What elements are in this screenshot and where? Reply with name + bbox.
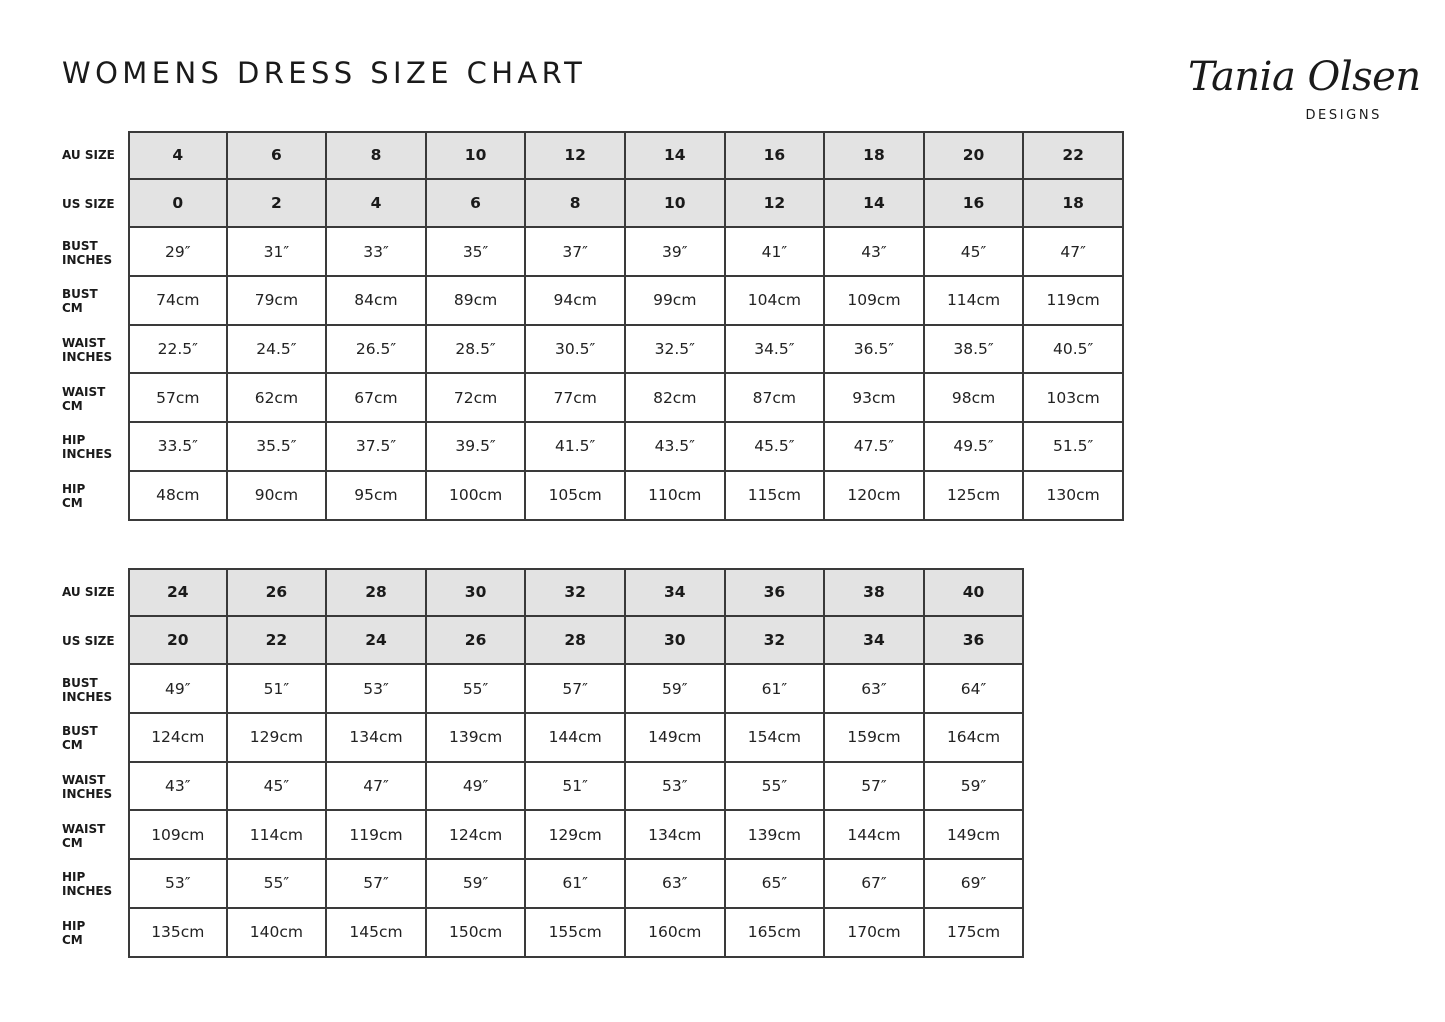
table-cell: 41″ <box>726 228 826 277</box>
table-cell: 36 <box>726 568 826 617</box>
logo-script-text: Tania Olsen <box>1188 54 1421 100</box>
table-cell: 59″ <box>427 860 527 909</box>
table-cell: 18 <box>825 131 925 180</box>
table-cell: 94cm <box>526 277 626 326</box>
brand-logo <box>1180 54 1421 126</box>
table-cell: 47″ <box>1024 228 1124 277</box>
table-cell: 160cm <box>626 909 726 958</box>
table-cell: 49.5″ <box>925 423 1025 472</box>
table-cell: 30 <box>626 617 726 666</box>
table-cell: 114cm <box>228 811 328 860</box>
table-cell: 36 <box>925 617 1025 666</box>
row-label-line: CM <box>62 933 83 948</box>
table-cell: 12 <box>726 180 826 229</box>
table-cell: 59″ <box>626 665 726 714</box>
table-row <box>62 714 1024 763</box>
table-cell: 35.5″ <box>228 423 328 472</box>
row-cells <box>128 763 1024 812</box>
table-cell: 33.5″ <box>128 423 228 472</box>
table-cell: 103cm <box>1024 374 1124 423</box>
row-label-line: WAIST <box>62 773 106 788</box>
row-label <box>62 665 128 714</box>
table-cell: 12 <box>526 131 626 180</box>
table-cell: 144cm <box>526 714 626 763</box>
table-cell: 14 <box>825 180 925 229</box>
row-label-text <box>62 197 115 211</box>
row-label <box>62 763 128 812</box>
table-cell: 57cm <box>128 374 228 423</box>
table-row <box>62 909 1024 958</box>
row-label-text <box>62 385 105 413</box>
table-cell: 22 <box>228 617 328 666</box>
row-label-text <box>62 148 115 162</box>
row-label-line: AU SIZE <box>62 148 115 163</box>
row-label <box>62 811 128 860</box>
row-label <box>62 374 128 423</box>
table-cell: 79cm <box>228 277 328 326</box>
row-label-text <box>62 870 112 898</box>
table-row <box>62 860 1024 909</box>
table-row <box>62 472 1124 521</box>
table-cell: 14 <box>626 131 726 180</box>
table-cell: 0 <box>128 180 228 229</box>
row-label <box>62 568 128 617</box>
table-cell: 95cm <box>327 472 427 521</box>
size-table-au-24-40 <box>62 568 1024 958</box>
table-cell: 149cm <box>626 714 726 763</box>
table-cell: 40.5″ <box>1024 326 1124 375</box>
table-cell: 67″ <box>825 860 925 909</box>
table-cell: 129cm <box>526 811 626 860</box>
row-label-line: INCHES <box>62 689 113 704</box>
table-cell: 51.5″ <box>1024 423 1124 472</box>
table-cell: 45″ <box>925 228 1025 277</box>
row-label-line: WAIST <box>62 336 106 351</box>
row-cells <box>128 714 1024 763</box>
table-cell: 164cm <box>925 714 1025 763</box>
table-cell: 61″ <box>726 665 826 714</box>
table-cell: 53″ <box>128 860 228 909</box>
row-label-text <box>62 287 98 315</box>
row-label-line: HIP <box>62 482 86 497</box>
table-cell: 43″ <box>128 763 228 812</box>
table-cell: 140cm <box>228 909 328 958</box>
table-cell: 170cm <box>825 909 925 958</box>
table-cell: 57″ <box>526 665 626 714</box>
table-cell: 39.5″ <box>427 423 527 472</box>
table-cell: 55″ <box>726 763 826 812</box>
table-cell: 154cm <box>726 714 826 763</box>
table-cell: 6 <box>427 180 527 229</box>
table-cell: 33″ <box>327 228 427 277</box>
row-label <box>62 326 128 375</box>
row-label <box>62 423 128 472</box>
row-label-line: BUST <box>62 724 98 739</box>
table-cell: 20 <box>925 131 1025 180</box>
table-cell: 49″ <box>427 763 527 812</box>
row-label-text <box>62 773 112 801</box>
row-label-line: CM <box>62 398 83 413</box>
table-row <box>62 617 1024 666</box>
table-cell: 74cm <box>128 277 228 326</box>
table-cell: 37″ <box>526 228 626 277</box>
row-label-line: INCHES <box>62 884 113 899</box>
table-cell: 175cm <box>925 909 1025 958</box>
table-cell: 55″ <box>228 860 328 909</box>
table-row <box>62 763 1024 812</box>
table-cell: 109cm <box>128 811 228 860</box>
table-cell: 8 <box>526 180 626 229</box>
row-label <box>62 277 128 326</box>
row-label-line: WAIST <box>62 384 106 399</box>
table-row <box>62 277 1124 326</box>
table-cell: 16 <box>925 180 1025 229</box>
row-label-line: INCHES <box>62 252 113 267</box>
table-cell: 48cm <box>128 472 228 521</box>
row-cells <box>128 131 1124 180</box>
table-cell: 124cm <box>427 811 527 860</box>
row-cells <box>128 860 1024 909</box>
table-cell: 63″ <box>825 665 925 714</box>
table-cell: 144cm <box>825 811 925 860</box>
row-label-line: BUST <box>62 675 98 690</box>
table-cell: 22.5″ <box>128 326 228 375</box>
table-cell: 57″ <box>825 763 925 812</box>
table-cell: 26 <box>228 568 328 617</box>
row-label-text <box>62 239 112 267</box>
row-label-text <box>62 482 85 510</box>
row-cells <box>128 228 1124 277</box>
row-label <box>62 180 128 229</box>
size-table-au-4-22 <box>62 131 1124 521</box>
table-row <box>62 665 1024 714</box>
table-cell: 32.5″ <box>626 326 726 375</box>
row-label-line: CM <box>62 301 83 316</box>
table-cell: 47.5″ <box>825 423 925 472</box>
table-cell: 31″ <box>228 228 328 277</box>
row-label <box>62 909 128 958</box>
row-label-line: CM <box>62 496 83 511</box>
table-cell: 18 <box>1024 180 1124 229</box>
row-label-line: CM <box>62 835 83 850</box>
row-label-text <box>62 919 85 947</box>
row-cells <box>128 909 1024 958</box>
row-label-text <box>62 336 112 364</box>
row-label-line: US SIZE <box>62 634 115 649</box>
table-row <box>62 326 1124 375</box>
table-cell: 134cm <box>626 811 726 860</box>
table-cell: 22 <box>1024 131 1124 180</box>
table-cell: 109cm <box>825 277 925 326</box>
row-label-text <box>62 634 115 648</box>
table-cell: 130cm <box>1024 472 1124 521</box>
table-cell: 57″ <box>327 860 427 909</box>
row-label-text <box>62 724 98 752</box>
table-cell: 28 <box>327 568 427 617</box>
table-cell: 37.5″ <box>327 423 427 472</box>
table-cell: 65″ <box>726 860 826 909</box>
table-row <box>62 374 1124 423</box>
table-cell: 98cm <box>925 374 1025 423</box>
row-label-text <box>62 676 112 704</box>
table-cell: 72cm <box>427 374 527 423</box>
table-cell: 35″ <box>427 228 527 277</box>
row-cells <box>128 665 1024 714</box>
table-cell: 64″ <box>925 665 1025 714</box>
table-cell: 8 <box>327 131 427 180</box>
table-row <box>62 180 1124 229</box>
table-cell: 159cm <box>825 714 925 763</box>
table-cell: 24.5″ <box>228 326 328 375</box>
row-label-line: HIP <box>62 433 86 448</box>
table-cell: 38 <box>825 568 925 617</box>
row-label-line: HIP <box>62 919 86 934</box>
table-cell: 45.5″ <box>726 423 826 472</box>
table-row <box>62 568 1024 617</box>
table-cell: 139cm <box>427 714 527 763</box>
table-cell: 119cm <box>1024 277 1124 326</box>
table-cell: 49″ <box>128 665 228 714</box>
page-title: WOMENS DRESS SIZE CHART <box>62 56 587 90</box>
row-label-line: INCHES <box>62 350 113 365</box>
table-cell: 84cm <box>327 277 427 326</box>
table-cell: 114cm <box>925 277 1025 326</box>
table-cell: 41.5″ <box>526 423 626 472</box>
row-label-line: INCHES <box>62 447 113 462</box>
table-cell: 135cm <box>128 909 228 958</box>
table-cell: 77cm <box>526 374 626 423</box>
table-cell: 29″ <box>128 228 228 277</box>
table-cell: 59″ <box>925 763 1025 812</box>
table-cell: 4 <box>327 180 427 229</box>
table-cell: 134cm <box>327 714 427 763</box>
table-cell: 40 <box>925 568 1025 617</box>
table-cell: 51″ <box>228 665 328 714</box>
row-label-text <box>62 585 115 599</box>
table-row <box>62 131 1124 180</box>
row-label-line: INCHES <box>62 787 113 802</box>
row-cells <box>128 568 1024 617</box>
table-cell: 51″ <box>526 763 626 812</box>
row-cells <box>128 326 1124 375</box>
table-cell: 47″ <box>327 763 427 812</box>
row-cells <box>128 374 1124 423</box>
table-cell: 124cm <box>128 714 228 763</box>
table-cell: 39″ <box>626 228 726 277</box>
table-cell: 10 <box>626 180 726 229</box>
table-cell: 139cm <box>726 811 826 860</box>
row-label-line: CM <box>62 738 83 753</box>
table-cell: 53″ <box>626 763 726 812</box>
table-cell: 16 <box>726 131 826 180</box>
table-cell: 28 <box>526 617 626 666</box>
table-cell: 30.5″ <box>526 326 626 375</box>
table-cell: 155cm <box>526 909 626 958</box>
table-cell: 20 <box>128 617 228 666</box>
table-cell: 38.5″ <box>925 326 1025 375</box>
row-label-line: US SIZE <box>62 197 115 212</box>
table-cell: 2 <box>228 180 328 229</box>
table-cell: 150cm <box>427 909 527 958</box>
table-cell: 93cm <box>825 374 925 423</box>
table-cell: 125cm <box>925 472 1025 521</box>
row-label <box>62 860 128 909</box>
row-label <box>62 228 128 277</box>
table-cell: 104cm <box>726 277 826 326</box>
table-cell: 63″ <box>626 860 726 909</box>
row-cells <box>128 811 1024 860</box>
table-cell: 61″ <box>526 860 626 909</box>
row-cells <box>128 423 1124 472</box>
row-label-text <box>62 433 112 461</box>
table-cell: 165cm <box>726 909 826 958</box>
table-cell: 119cm <box>327 811 427 860</box>
table-cell: 53″ <box>327 665 427 714</box>
row-label-text <box>62 822 105 850</box>
row-cells <box>128 617 1024 666</box>
row-label <box>62 472 128 521</box>
table-cell: 105cm <box>526 472 626 521</box>
table-row <box>62 228 1124 277</box>
table-row <box>62 811 1024 860</box>
table-cell: 43″ <box>825 228 925 277</box>
table-cell: 45″ <box>228 763 328 812</box>
table-cell: 24 <box>128 568 228 617</box>
table-cell: 32 <box>726 617 826 666</box>
row-label-line: AU SIZE <box>62 585 115 600</box>
row-label <box>62 131 128 180</box>
table-cell: 82cm <box>626 374 726 423</box>
row-label <box>62 714 128 763</box>
table-row <box>62 423 1124 472</box>
row-label-line: BUST <box>62 238 98 253</box>
row-label-line: WAIST <box>62 821 106 836</box>
table-cell: 62cm <box>228 374 328 423</box>
table-cell: 69″ <box>925 860 1025 909</box>
table-cell: 6 <box>228 131 328 180</box>
table-cell: 115cm <box>726 472 826 521</box>
table-cell: 34 <box>626 568 726 617</box>
table-cell: 26 <box>427 617 527 666</box>
table-cell: 34 <box>825 617 925 666</box>
table-cell: 10 <box>427 131 527 180</box>
table-cell: 89cm <box>427 277 527 326</box>
table-cell: 87cm <box>726 374 826 423</box>
table-cell: 67cm <box>327 374 427 423</box>
table-cell: 99cm <box>626 277 726 326</box>
row-cells <box>128 277 1124 326</box>
table-cell: 55″ <box>427 665 527 714</box>
table-cell: 36.5″ <box>825 326 925 375</box>
table-cell: 110cm <box>626 472 726 521</box>
table-cell: 32 <box>526 568 626 617</box>
row-cells <box>128 472 1124 521</box>
row-cells <box>128 180 1124 229</box>
row-label-line: BUST <box>62 287 98 302</box>
row-label <box>62 617 128 666</box>
table-cell: 26.5″ <box>327 326 427 375</box>
table-cell: 90cm <box>228 472 328 521</box>
row-label-line: HIP <box>62 870 86 885</box>
table-cell: 43.5″ <box>626 423 726 472</box>
table-cell: 34.5″ <box>726 326 826 375</box>
table-cell: 28.5″ <box>427 326 527 375</box>
table-cell: 120cm <box>825 472 925 521</box>
table-cell: 30 <box>427 568 527 617</box>
table-cell: 145cm <box>327 909 427 958</box>
table-cell: 4 <box>128 131 228 180</box>
logo-subtitle: DESIGNS <box>1305 108 1382 123</box>
table-cell: 149cm <box>925 811 1025 860</box>
table-cell: 24 <box>327 617 427 666</box>
table-cell: 129cm <box>228 714 328 763</box>
table-cell: 100cm <box>427 472 527 521</box>
